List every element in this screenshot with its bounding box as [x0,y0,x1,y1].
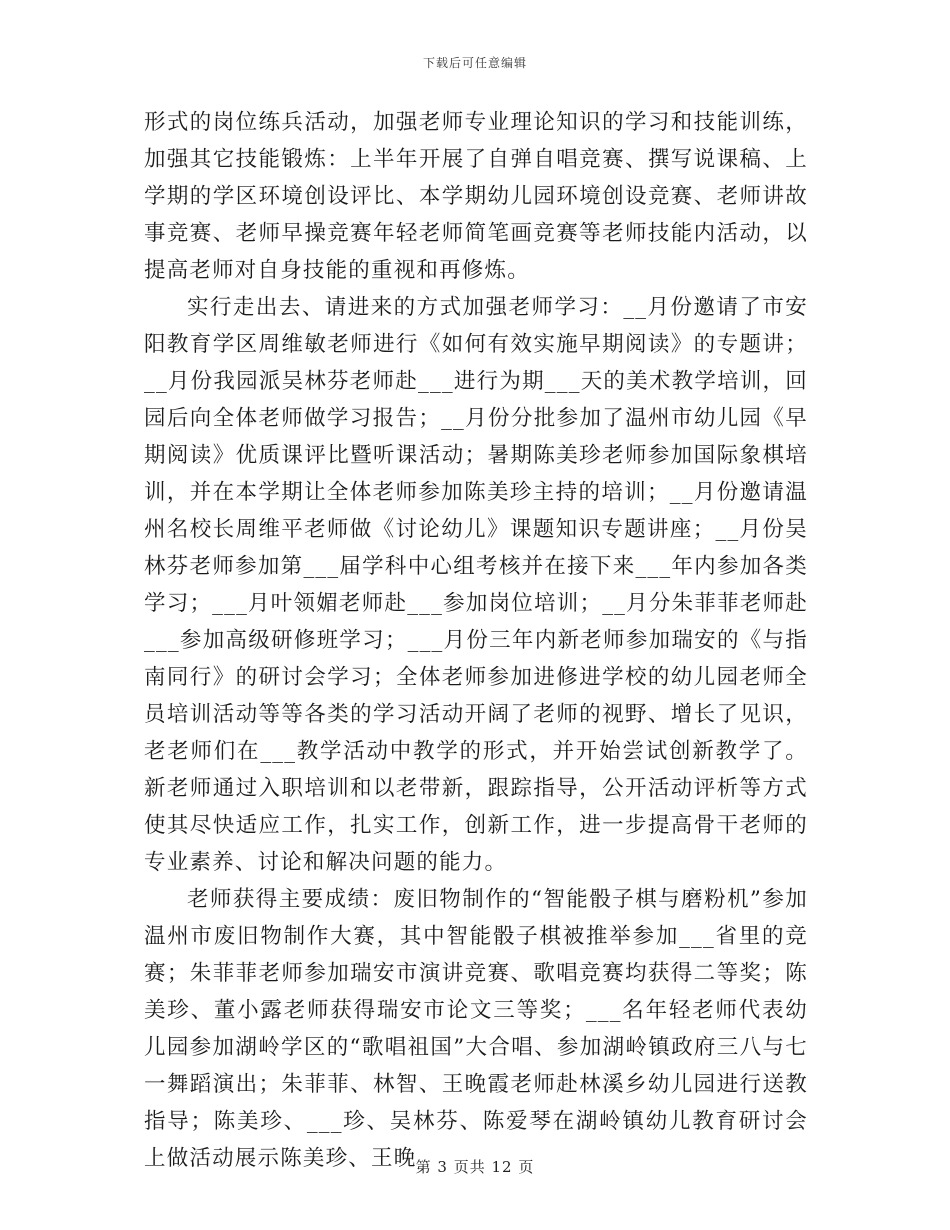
paragraph-teacher-learning: 实行走出去、请进来的方式加强老师学习：__月份邀请了市安阳教育学区周维敏老师进行《如何有效实施早期阅读》的专题讲；__月份我园派吴林芬老师赴___进行为期___天的美术教学培训，回园后向全体老师做学习报告；__月份分批参加了温州市幼儿园《早期阅读》优质课评比暨听课活动；暑期陈美珍老师参加国际象棋培训，并在本学期让全体老师参加陈美珍主持的培训；__月份邀请温州名校长周维平老师做《讨论幼儿》课题知识专题讲座；__月份吴林芬老师参加第___届学科中心组考核并在接下来___年内参加各类学习；___月叶领媚老师赴___参加岗位培训；__月分朱菲菲老师赴___参加高级研修班学习；___月份三年内新老师参加瑞安的《与指南同行》的研讨会学习；全体老师参加进修进学校的幼儿园老师全员培训活动等等各类的学习活动开阔了老师的视野、增长了见识，老老师们在___教学活动中教学的形式，并开始尝试创新教学了。新老师通过入职培训和以老带新，跟踪指导，公开活动评析等方式使其尽快适应工作，扎实工作，创新工作，进一步提高骨干老师的专业素养、讨论和解决问题的能力。 [144,295,808,875]
page-footer: 第 3 页共 12 页 [415,1158,535,1176]
paragraph-achievements: 老师获得主要成绩：废旧物制作的“智能骰子棋与磨粉机”参加温州市废旧物制作大赛，其中智能骰子棋被推举参加___省里的竞赛；朱菲菲老师参加瑞安市演讲竞赛、歌唱竞赛均获得二等奖；陈美珍、董小露老师获得瑞安市论文三等奖；___名年轻老师代表幼儿园参加湖岭学区的“歌唱祖国”大合唱、参加湖岭镇政府三八与七一舞蹈演出；朱菲菲、林智、王晚霞老师赴林溪乡幼儿园进行送教指导；陈美珍、___珍、吴林芬、陈爱琴在湖岭镇幼儿教育研讨会上做活动展示陈美珍、王晚 [144,887,808,1171]
page-header: 下载后可任意编辑 [422,56,527,70]
paragraph-continued: 形式的岗位练兵活动，加强老师专业理论知识的学习和技能训练，加强其它技能锻炼：上半年开展了自弹自唱竞赛、撰写说课稿、上学期的学区环境创设评比、本学期幼儿园环境创设竞赛、老师讲故事竞赛、老师早操竞赛年轻老师简笔画竞赛等老师技能内活动，以提高老师对自身技能的重视和再修炼。 [144,110,808,283]
document-body [144,104,808,1177]
